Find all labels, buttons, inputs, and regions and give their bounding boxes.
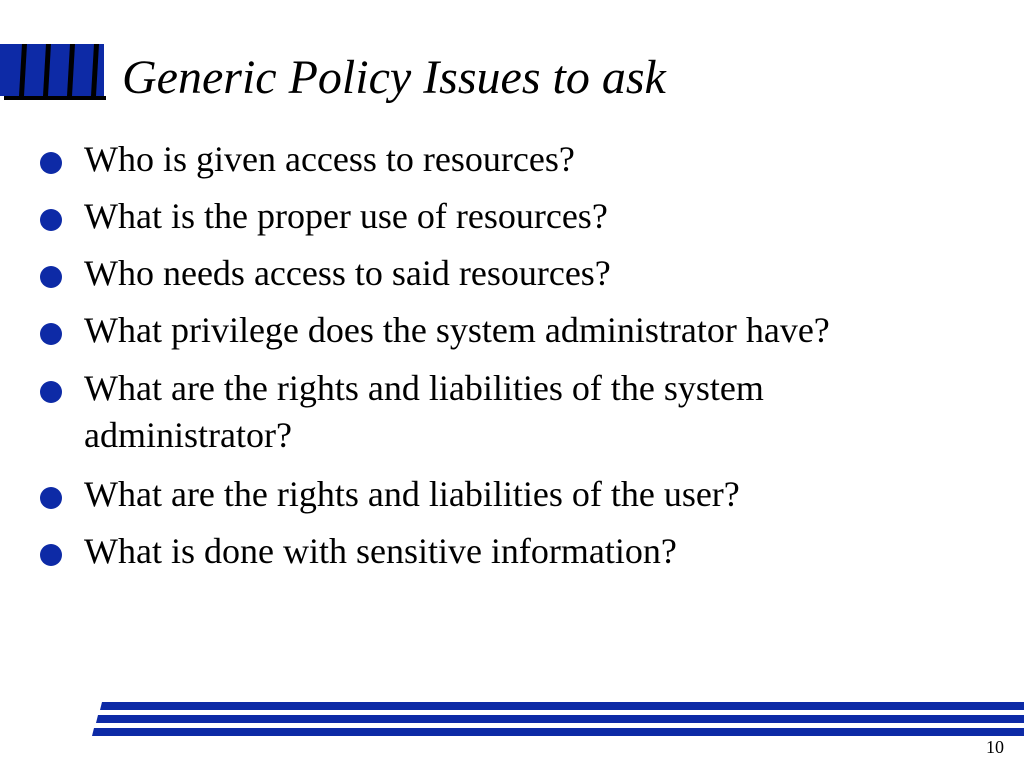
bullet-text: What is the proper use of resources? xyxy=(84,196,608,236)
bullet-text: What is done with sensitive information? xyxy=(84,531,677,571)
footer-stripes-icon xyxy=(90,700,1024,740)
title-logo-bars-icon xyxy=(0,44,110,100)
bullet-dot-icon xyxy=(40,152,62,174)
bullet-text: What are the rights and liabilities of the user? xyxy=(84,474,740,514)
bullet-dot-icon xyxy=(40,323,62,345)
bullet-dot-icon xyxy=(40,544,62,566)
bullet-dot-icon xyxy=(40,487,62,509)
bullet-dot-icon xyxy=(40,266,62,288)
slide-title: Generic Policy Issues to ask xyxy=(122,51,666,104)
bullet-text: What privilege does the system administrator have? xyxy=(84,310,830,350)
bullet-dot-icon xyxy=(40,381,62,403)
bullet-dot-icon xyxy=(40,209,62,231)
bullet-text: Who is given access to resources? xyxy=(84,139,575,179)
page-number: 10 xyxy=(986,737,1004,757)
bullet-text: What are the rights and liabilities of the system administrator? xyxy=(84,368,764,455)
bullet-text: Who needs access to said resources? xyxy=(84,253,611,293)
